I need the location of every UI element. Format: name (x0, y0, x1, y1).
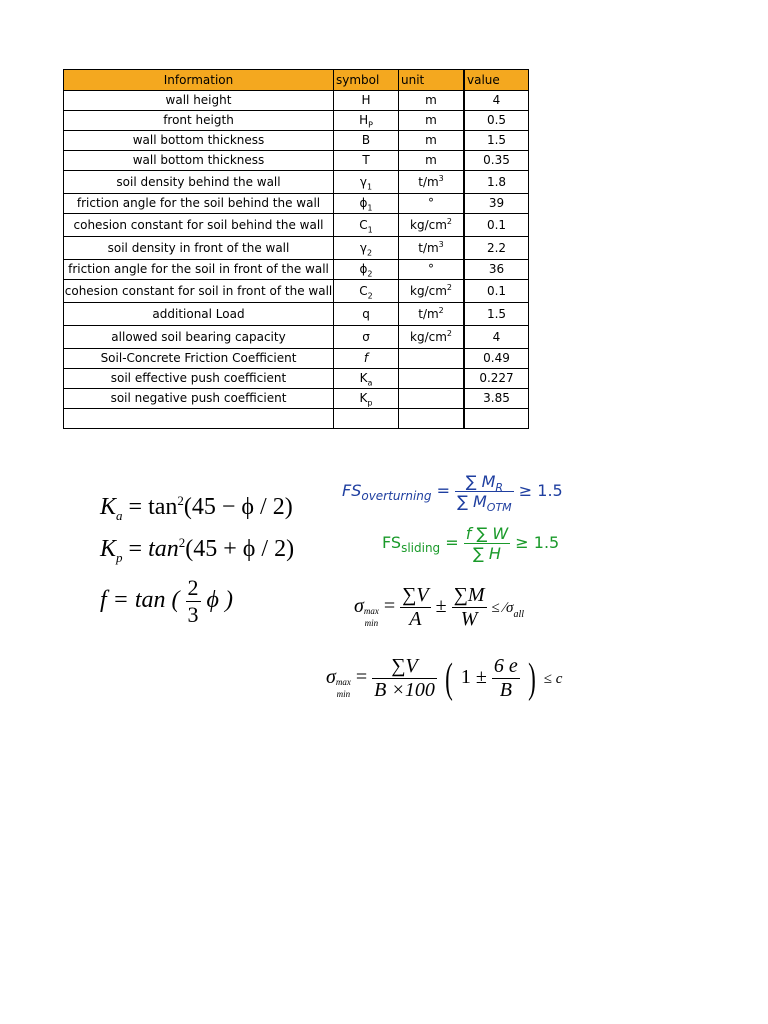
cell-information: soil density in front of the wall (64, 237, 334, 260)
cell-information: wall bottom thickness (64, 131, 334, 151)
cell-value: 2.2 (464, 237, 529, 260)
cell-unit (399, 349, 465, 369)
table-row (64, 111, 529, 131)
f-den: 3 (187, 602, 199, 627)
cell-information: soil effective push coefficient (64, 369, 334, 389)
table-row (64, 131, 529, 151)
sigma1-n2: ∑M (453, 584, 485, 606)
unit-text: t/m (418, 241, 439, 255)
sigma2-n1: ∑V (391, 655, 418, 677)
kp-arg: (45 + ϕ / 2) (185, 536, 295, 562)
sigma-formula-2 (326, 655, 562, 702)
f-eq: = tan ( (112, 587, 180, 614)
symbol-subscript: 2 (367, 291, 373, 301)
sigma1-d1: A (400, 607, 430, 631)
cell-unit (399, 194, 465, 214)
cell-unit (399, 303, 465, 326)
symbol-text: K (359, 371, 368, 385)
fs-sl-lhs-sub: sliding (401, 541, 441, 556)
sigma1-rhs: ≤ ∕σ (491, 600, 514, 617)
cell-value: 1.5 (464, 131, 529, 151)
cell-value: 0.35 (464, 151, 529, 171)
ka-eq: = (128, 494, 143, 520)
symbol-text: C (359, 284, 368, 298)
fs-sl-fraction (464, 524, 510, 563)
fs-ot-num-sub: R (495, 481, 504, 495)
sigma2-lhs: σ (326, 666, 336, 689)
sigma1-rhs-sub: all (513, 609, 524, 621)
symbol-text: γ (359, 175, 367, 189)
table-row (64, 194, 529, 214)
table-row (64, 237, 529, 260)
unit-superscript: 2 (446, 217, 452, 226)
unit-text: kg/cm (410, 330, 447, 344)
symbol-subscript: 1 (367, 203, 373, 213)
header-unit: unit (399, 70, 465, 91)
table-row (64, 151, 529, 171)
cell-unit (399, 111, 465, 131)
cell-information: Soil-Concrete Friction Coefficient (64, 349, 334, 369)
sigma1-pm: ± (435, 595, 447, 618)
cell-symbol (334, 151, 399, 171)
symbol-subscript: a (367, 378, 373, 388)
table-row (64, 349, 529, 369)
sigma2-frac-2 (492, 655, 520, 702)
cell-value: 4 (464, 91, 529, 111)
cell-symbol (334, 131, 399, 151)
cell-value: 0.1 (464, 280, 529, 303)
cell-unit (399, 91, 465, 111)
unit-text: m (425, 113, 437, 127)
cell-information: soil density behind the wall (64, 171, 334, 194)
sigma2-rhs: ≤ c (543, 671, 563, 688)
unit-superscript: 3 (438, 240, 444, 249)
cell-information: cohesion constant for soil in front of the wall (64, 280, 334, 303)
unit-superscript: 2 (446, 283, 452, 292)
symbol-text: K (359, 391, 368, 405)
cell-information: friction angle for the soil in front of the wall (64, 260, 334, 280)
sigma1-n1: ∑V (402, 584, 429, 606)
unit-text: m (425, 153, 437, 167)
cell-symbol (334, 326, 399, 349)
unit-text: ° (428, 196, 434, 210)
header-information: Information (64, 70, 334, 91)
cell-symbol (334, 349, 399, 369)
header-symbol: symbol (334, 70, 399, 91)
kp-lhs: K (100, 536, 117, 562)
sigma2-sub-min: min (336, 689, 351, 700)
fs-ot-rhs: ≥ 1.5 (518, 481, 563, 500)
ka-arg: (45 − ϕ / 2) (183, 494, 293, 520)
sigma2-n2: 6 e (493, 655, 518, 677)
kp-formula (100, 536, 294, 563)
sigma2-frac-1 (372, 655, 437, 702)
table-row (64, 214, 529, 237)
unit-text: m (425, 133, 437, 147)
table-row (64, 389, 529, 409)
sigma1-frac-2 (452, 584, 487, 631)
cell-unit (399, 389, 465, 409)
ka-fn: tan (148, 494, 178, 520)
sigma2-inner: 1 ± (460, 666, 487, 689)
cell-information: front heigth (64, 111, 334, 131)
f-lhs: f (100, 587, 107, 614)
fs-sl-num: f ∑ W (465, 524, 509, 543)
ka-lhs: K (100, 494, 117, 520)
fs-ot-lhs: FS (342, 481, 362, 500)
table-header-row (64, 70, 529, 91)
unit-superscript: 3 (438, 174, 444, 183)
cell-symbol (334, 214, 399, 237)
fs-ot-lhs-sub: overturning (361, 489, 432, 504)
cell-unit (399, 260, 465, 280)
cell-value: 1.8 (464, 171, 529, 194)
symbol-subscript: P (368, 120, 373, 130)
table-row (64, 280, 529, 303)
sigma2-eq: = (355, 666, 368, 689)
table-row (64, 369, 529, 389)
symbol-text: σ (362, 330, 370, 344)
cell-information: allowed soil bearing capacity (64, 326, 334, 349)
sigma2-d2: B (492, 678, 520, 702)
fs-overturning-formula (342, 472, 563, 515)
cell-symbol (334, 389, 399, 409)
cell-unit (399, 171, 465, 194)
symbol-subscript: 2 (367, 248, 373, 258)
cell-information: cohesion constant for soil behind the wall (64, 214, 334, 237)
symbol-text: f (363, 351, 369, 365)
cell-symbol (334, 91, 399, 111)
cell-value: 39 (464, 194, 529, 214)
cell-symbol (334, 194, 399, 214)
cell-value: 0.227 (464, 369, 529, 389)
cell-value: 36 (464, 260, 529, 280)
table-row (64, 326, 529, 349)
ka-formula (100, 494, 293, 521)
table-row (64, 91, 529, 111)
unit-text: t/m (418, 175, 439, 189)
fs-sl-lhs: FS (382, 533, 402, 552)
symbol-subscript: 2 (367, 269, 373, 279)
table-body (64, 91, 529, 429)
sigma1-lhs: σ (354, 595, 364, 618)
ka-lhs-sub: a (116, 507, 123, 523)
header-value: value (464, 70, 529, 91)
table-row (64, 303, 529, 326)
cell-symbol (334, 237, 399, 260)
sigma1-eq: = (383, 595, 396, 618)
f-fraction (186, 575, 201, 628)
fs-ot-num: ∑ M (465, 472, 496, 491)
sigma2-sub-max: max (335, 677, 351, 688)
cell-symbol (334, 280, 399, 303)
symbol-text: ϕ (359, 262, 368, 276)
cell-unit (399, 214, 465, 237)
table-row-empty (64, 409, 529, 429)
cell-empty (399, 409, 465, 429)
cell-symbol (334, 369, 399, 389)
sigma-formula-1 (354, 584, 524, 631)
symbol-text: H (359, 113, 369, 127)
sigma2-d1: B ×100 (374, 679, 435, 701)
cell-unit (399, 280, 465, 303)
kp-eq: = (128, 536, 143, 562)
cell-empty (64, 409, 334, 429)
cell-information: wall height (64, 91, 334, 111)
parameters-table (63, 69, 529, 429)
f-tail: ϕ ) (206, 587, 233, 614)
cell-value: 0.1 (464, 214, 529, 237)
cell-information: soil negative push coefficient (64, 389, 334, 409)
symbol-subscript: p (367, 398, 373, 408)
f-formula (100, 575, 233, 628)
fs-sliding-formula (382, 524, 559, 563)
sigma1-sub-min: min (364, 618, 379, 629)
cell-unit (399, 151, 465, 171)
kp-fn: tan (148, 536, 179, 562)
cell-unit (399, 369, 465, 389)
unit-text: kg/cm (410, 284, 447, 298)
unit-superscript: 2 (446, 329, 452, 338)
cell-empty (464, 409, 529, 429)
cell-information: wall bottom thickness (64, 151, 334, 171)
kp-pow: 2 (178, 535, 186, 550)
sigma1-sub-max: max (363, 606, 379, 617)
cell-symbol (334, 303, 399, 326)
symbol-text: ϕ (359, 196, 368, 210)
kp-lhs-sub: p (116, 549, 123, 565)
unit-text: t/m (418, 307, 439, 321)
fs-ot-den-sub: OTM (486, 501, 512, 515)
symbol-text: γ (359, 241, 367, 255)
cell-unit (399, 326, 465, 349)
symbol-text: B (361, 133, 371, 147)
symbol-text: T (362, 153, 370, 167)
fs-sl-eq: = (445, 533, 459, 552)
cell-value: 1.5 (464, 303, 529, 326)
cell-symbol (334, 171, 399, 194)
sigma1-frac-1 (400, 584, 430, 631)
cell-information: additional Load (64, 303, 334, 326)
fs-ot-fraction (455, 472, 514, 515)
symbol-text: C (359, 218, 368, 232)
unit-superscript: 2 (438, 306, 444, 315)
symbol-subscript: 1 (367, 225, 373, 235)
unit-text: kg/cm (410, 218, 447, 232)
cell-information: friction angle for the soil behind the wall (64, 194, 334, 214)
symbol-text: H (361, 93, 371, 107)
cell-unit (399, 131, 465, 151)
fs-ot-den: ∑ M (457, 492, 487, 511)
cell-empty (334, 409, 399, 429)
fs-ot-eq: = (436, 481, 451, 500)
fs-sl-rhs: ≥ 1.5 (515, 533, 560, 552)
unit-text: m (425, 93, 437, 107)
symbol-subscript: 1 (367, 182, 373, 192)
cell-value: 0.5 (464, 111, 529, 131)
table-row (64, 260, 529, 280)
fs-sl-den: ∑ H (464, 543, 510, 563)
cell-unit (399, 237, 465, 260)
cell-symbol (334, 260, 399, 280)
symbol-text: q (362, 307, 370, 321)
cell-symbol (334, 111, 399, 131)
ka-pow: 2 (177, 493, 184, 508)
sigma1-d2: W (452, 607, 487, 631)
sigma2-right-paren: ) (527, 655, 536, 702)
unit-text: ° (428, 262, 434, 276)
sigma2-left-paren: ( (445, 655, 453, 702)
table-row (64, 171, 529, 194)
cell-value: 0.49 (464, 349, 529, 369)
f-num: 2 (187, 575, 199, 600)
cell-value: 3.85 (464, 389, 529, 409)
cell-value: 4 (464, 326, 529, 349)
